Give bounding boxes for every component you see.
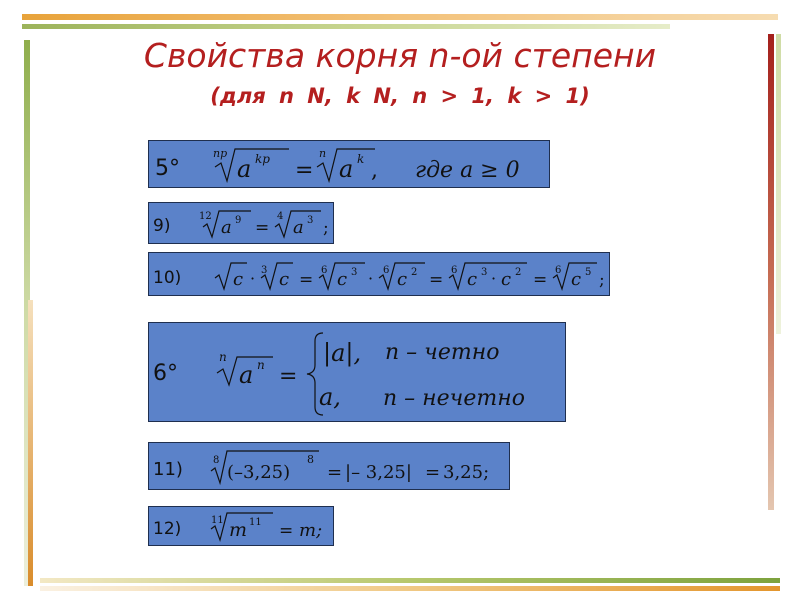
radicand: c	[279, 269, 290, 290]
root-index: n	[319, 147, 327, 160]
equals-sign: =	[255, 218, 270, 238]
property-label: 5°	[155, 156, 180, 181]
result: m;	[299, 520, 323, 541]
root-index: 11	[211, 515, 224, 526]
example-10-box	[148, 252, 610, 296]
absolute-value: |– 3,25|	[345, 462, 412, 483]
exponent: 5	[585, 267, 592, 278]
decorative-bar-bottom-outer	[40, 586, 780, 591]
example-label: 12)	[153, 519, 182, 539]
exponent: n	[257, 358, 265, 372]
property-6-formula	[149, 323, 567, 423]
exponent: 2	[411, 267, 418, 278]
equals-sign: =	[425, 462, 441, 483]
slide-subtitle: (для n N, k N, n > 1, k > 1)	[210, 84, 590, 108]
radicand: c	[467, 269, 478, 290]
exponent: 2	[515, 267, 522, 278]
example-label: 11)	[153, 459, 183, 480]
multiply-dot: ·	[491, 269, 497, 288]
exponent: 3	[307, 215, 314, 226]
semicolon: ;	[599, 270, 605, 290]
exponent: k	[357, 152, 365, 166]
decorative-bar-top-inner	[22, 24, 670, 29]
root-index: n	[219, 350, 227, 364]
root-index: 8	[213, 455, 220, 466]
condition-text: где a ≥ 0	[415, 158, 520, 183]
decorative-bar-bottom	[40, 578, 780, 583]
radicand: a	[293, 217, 304, 238]
root-index: 4	[277, 211, 284, 222]
equals-sign: =	[429, 270, 444, 290]
root-index: 6	[451, 265, 458, 276]
example-label: 10)	[153, 268, 182, 288]
multiply-dot: ·	[368, 269, 374, 288]
exponent: 3	[351, 267, 358, 278]
radicand: c	[571, 269, 582, 290]
root-index: 6	[383, 265, 390, 276]
semicolon: ;	[323, 218, 329, 238]
equals-sign: =	[299, 270, 314, 290]
radicand: c	[337, 269, 348, 290]
equals-sign: =	[279, 521, 294, 541]
property-5-box	[148, 140, 550, 188]
root-index: 6	[321, 265, 328, 276]
case-2-condition: n – нечетно	[383, 386, 525, 411]
example-9-formula	[149, 203, 335, 245]
result: 3,25;	[443, 462, 490, 483]
example-12-formula	[149, 507, 335, 547]
example-11-box	[148, 442, 510, 490]
root-index: 6	[555, 265, 562, 276]
exponent: 11	[249, 517, 262, 528]
decorative-bar-right-outer	[776, 34, 781, 334]
radicand: m	[229, 519, 248, 541]
property-label: 6°	[153, 361, 178, 386]
example-label: 9)	[153, 216, 171, 236]
equals-sign: =	[295, 158, 314, 183]
exponent: kp	[255, 152, 270, 166]
root-index: 12	[199, 211, 212, 222]
property-5-formula	[149, 141, 551, 189]
radicand: a	[221, 217, 232, 238]
radicand: a	[237, 155, 252, 183]
radicand: c	[397, 269, 408, 290]
radicand: a	[239, 361, 254, 389]
radicand: a	[339, 155, 354, 183]
example-12-box	[148, 506, 334, 546]
property-6-box	[148, 322, 566, 422]
root-index: 3	[261, 265, 268, 276]
case-1-value: |a|,	[323, 339, 362, 367]
equals-sign: =	[279, 364, 298, 389]
exponent: 8	[307, 453, 314, 466]
radicand: c	[501, 269, 512, 290]
comma: ,	[371, 158, 378, 183]
case-2-value: a,	[319, 383, 341, 411]
root-index: np	[213, 147, 228, 160]
equals-sign: =	[327, 462, 343, 483]
decorative-bar-left-inner	[28, 300, 33, 586]
slide-title: Свойства корня n-ой степени	[143, 36, 657, 75]
decorative-bar-top	[22, 14, 778, 20]
multiply-dot: ·	[250, 269, 256, 288]
exponent: 9	[235, 215, 242, 226]
exponent: 3	[481, 267, 488, 278]
example-11-formula	[149, 443, 511, 491]
example-9-box	[148, 202, 334, 244]
case-1-condition: n – четно	[385, 340, 500, 365]
radicand: (–3,25)	[227, 462, 291, 483]
equals-sign: =	[533, 270, 548, 290]
example-10-formula	[149, 253, 611, 297]
radicand: c	[233, 269, 244, 290]
